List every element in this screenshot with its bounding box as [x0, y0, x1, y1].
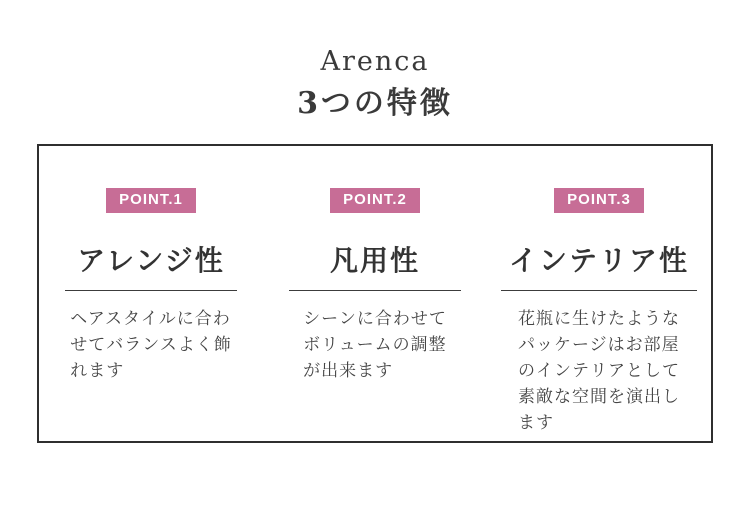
feature-heading-3: インテリア性: [501, 244, 697, 291]
feature-description-line: 花瓶に生けたような: [518, 309, 680, 329]
feature-description-line: シーンに合わせて: [303, 309, 447, 329]
features-box: [37, 144, 713, 443]
feature-column-3: [487, 146, 711, 441]
feature-column-2: [263, 146, 487, 441]
feature-description-line: が出来ます: [303, 361, 394, 381]
feature-description-line: せてバランスよく飾: [70, 335, 232, 355]
feature-description-line: ます: [518, 413, 554, 433]
page-header: [0, 0, 750, 123]
feature-description-line: ヘアスタイルに合わ: [70, 309, 231, 329]
feature-description-line: 素敵な空間を演出し: [518, 387, 680, 407]
brand-name: Arenca: [320, 46, 430, 77]
feature-description-line: れます: [70, 361, 125, 381]
feature-description-1: [70, 306, 232, 384]
feature-description-3: [518, 306, 680, 436]
page-title: 3つの特徴: [297, 86, 453, 121]
point-badge-3: POINT.3: [554, 188, 644, 213]
point-badge-1: POINT.1: [106, 188, 196, 213]
feature-description-2: [303, 306, 447, 384]
feature-description-line: パッケージはお部屋: [518, 335, 680, 355]
feature-description-line: ボリュームの調整: [303, 335, 447, 355]
feature-heading-2: 凡用性: [289, 244, 461, 291]
feature-column-1: [39, 146, 263, 441]
feature-heading-1: アレンジ性: [65, 244, 237, 291]
point-badge-2: POINT.2: [330, 188, 420, 213]
feature-description-line: のインテリアとして: [518, 361, 680, 381]
